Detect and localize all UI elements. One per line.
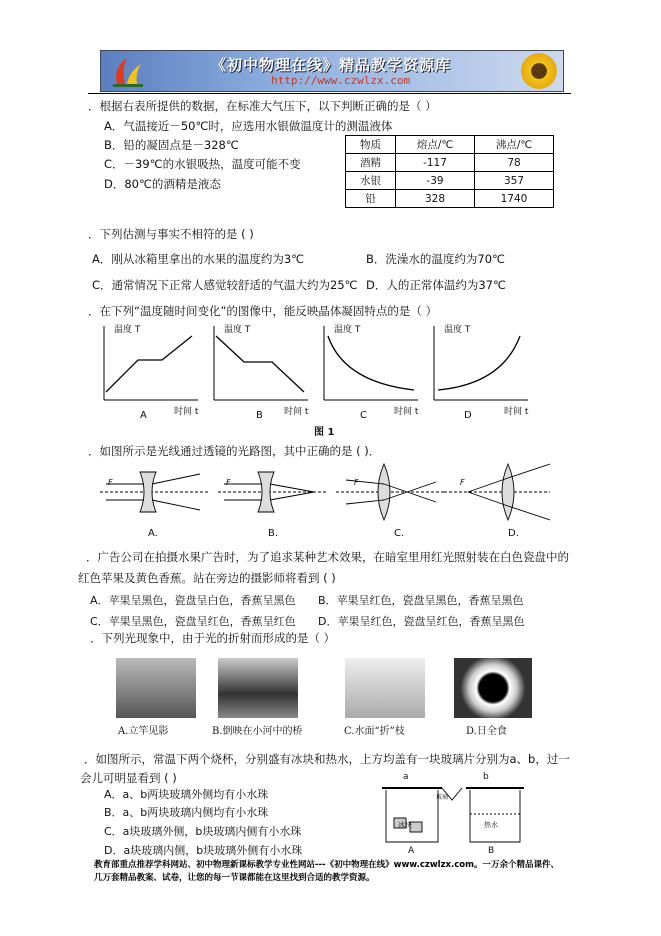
graph-b-xlabel: 时间 t: [284, 407, 309, 417]
q7-opt-b: B．a、b两块玻璃内侧均有小水珠: [104, 806, 269, 819]
q1-table: [345, 135, 554, 208]
lens-a-focus: F: [108, 478, 113, 487]
q3-figure-caption: 图 1: [314, 427, 335, 438]
table-cell: -39: [396, 172, 475, 190]
q5-opt-d: D．苹果呈红色，瓷盘呈红色，香蕉呈黑色: [318, 615, 525, 628]
lens-c: [336, 464, 446, 520]
q7-opt-a: A．a、b两块玻璃外侧均有小水珠: [104, 788, 269, 801]
graph-d: [434, 326, 528, 400]
graph-b-label: B: [256, 410, 263, 421]
q5-opt-b: B．苹果呈红色，瓷盘呈黑色，香蕉呈黑色: [318, 594, 524, 607]
q1-stem: ．根据右表所提供的数据，在标准大气压下，以下判断正确的是（ ）: [88, 99, 437, 113]
beaker-a-label: A: [408, 846, 415, 856]
graph-b-ylabel: 温度 T: [224, 325, 251, 335]
q2-opt-d: D．人的正常体温约为37℃: [366, 278, 506, 292]
glass-tag: 玻璃: [436, 794, 449, 801]
photo-a-caption: A.立竿见影: [118, 726, 169, 737]
q5-stem-2: 红色苹果及黄色香蕉。站在旁边的摄影师将看到 ( ): [78, 571, 336, 585]
q2-stem: ．下列估测与事实不相符的是 ( ): [88, 227, 254, 241]
lens-c-label: C.: [394, 528, 405, 539]
table-cell: 酒精: [346, 154, 396, 172]
table-row: [346, 172, 554, 190]
graph-a-ylabel: 温度 T: [114, 325, 141, 335]
q1-opt-a: A．气温接近－50℃时，应选用水银做温度计的测温液体: [104, 119, 393, 133]
footer-line-2: 几万套精品教案、试卷，让您的每一节课都能在这里找到合适的教学资源。: [94, 873, 375, 883]
graph-a-xlabel: 时间 t: [174, 407, 199, 417]
lens-c-focus: F: [354, 478, 359, 487]
photo-b-caption: B.倒映在小河中的桥: [212, 726, 303, 737]
table-cell: 铅: [346, 190, 396, 208]
table-cell: -117: [396, 154, 475, 172]
photo-d-caption: D.日全食: [466, 726, 507, 737]
beaker-b-label: B: [488, 846, 495, 856]
graph-b: [214, 326, 308, 400]
table-header: 物质: [346, 136, 396, 154]
q7-stem-1: ．如图所示，常温下两个烧杯，分别盛有冰块和热水，上方均盖有一块玻璃片分别为a、b，过一: [84, 752, 570, 766]
graph-d-xlabel: 时间 t: [504, 407, 529, 417]
glass-b-label: b: [483, 772, 489, 782]
footer-line-1: 教育部重点推荐学科网站、初中物理新课标教学专业性网站---《初中物理在线》www.czwlzx.com。一万余个精品课件、: [94, 860, 559, 870]
graph-a-label: A: [140, 410, 147, 421]
q2-opt-a: A．刚从冰箱里拿出的水果的温度约为3℃: [92, 252, 305, 266]
graph-a: [104, 326, 198, 400]
photo-branch: [345, 658, 425, 718]
q7-beakers: [380, 780, 530, 846]
sunflower-icon: [521, 53, 557, 89]
q5-opt-a: A．苹果呈黑色，瓷盘呈白色，香蕉呈黑色: [90, 594, 296, 607]
q1-opt-d: D．80℃的酒精是液态: [104, 177, 221, 191]
photo-c-caption: C.水面“折”枝: [344, 726, 405, 737]
graph-c-label: C: [360, 410, 367, 421]
lens-d: [444, 464, 550, 520]
photo-eclipse: [454, 658, 532, 718]
ice-label: 冰块: [398, 821, 412, 829]
q3-stem: ．在下列“温度随时间变化”的图像中，能反映晶体凝固特点的是（ ）: [88, 304, 438, 318]
table-cell: 78: [475, 154, 554, 172]
graph-c-ylabel: 温度 T: [334, 325, 361, 335]
q4-lens-diagrams: [100, 462, 550, 524]
q3-graphs: [98, 322, 538, 432]
table-header: 沸点/℃: [475, 136, 554, 154]
lens-b-focus: F: [226, 478, 231, 487]
logo-icon: [109, 54, 149, 88]
lens-d-focus: F: [460, 478, 465, 487]
lens-d-label: D.: [508, 528, 519, 539]
table-row: [346, 154, 554, 172]
table-header: 熔点/℃: [396, 136, 475, 154]
q6-stem: ．下列光现象中，由于光的折射而形成的是（ ）: [90, 631, 336, 645]
q7-stem-2: 会儿可明显看到 ( ): [80, 771, 177, 785]
lens-b: [218, 472, 328, 512]
q5-stem-1: ．广告公司在拍摄水果广告时，为了追求某种艺术效果，在暗室里用红光照射装在白色瓷盘中的: [86, 550, 569, 564]
q1-opt-c: C．－39℃的水银吸热，温度可能不变: [104, 157, 301, 171]
table-cell: 357: [475, 172, 554, 190]
table-row: [346, 136, 554, 154]
q7-opt-d: D．a块玻璃内侧，b块玻璃外侧有小水珠: [104, 844, 303, 857]
header-banner: [100, 50, 564, 92]
graph-d-label: D: [464, 410, 472, 421]
lens-a-label: A.: [148, 528, 158, 539]
q7-opt-c: C．a块玻璃外侧，b块玻璃内侧有小水珠: [104, 825, 302, 838]
photo-shadow: [116, 658, 196, 718]
lens-a: [100, 472, 210, 512]
header-rule: [88, 93, 571, 94]
table-cell: 水银: [346, 172, 396, 190]
banner-url: http://www.czwlzx.com: [271, 74, 411, 87]
table-row: [346, 190, 554, 208]
q4-stem: ．如图所示是光线通过透镜的光路图，其中正确的是 ( )．: [88, 444, 381, 458]
graph-c: [324, 326, 418, 400]
q2-opt-c: C．通常情况下正常人感觉较舒适的气温大约为25℃: [92, 278, 358, 292]
banner-title: 《初中物理在线》精品教学资源库: [211, 56, 452, 74]
q1-opt-b: B．铅的凝固点是－328℃: [104, 138, 239, 152]
hot-water-label: 热水: [484, 821, 498, 829]
graph-c-xlabel: 时间 t: [394, 407, 419, 417]
q5-opt-c: C．苹果呈黑色，瓷盘呈红色，香蕉呈红色: [90, 615, 296, 628]
table-cell: 328: [396, 190, 475, 208]
graph-d-ylabel: 温度 T: [444, 325, 471, 335]
photo-bridge: [218, 658, 298, 718]
table-cell: 1740: [475, 190, 554, 208]
q2-opt-b: B．洗澡水的温度约为70℃: [366, 252, 505, 266]
lens-b-label: B.: [268, 528, 279, 539]
glass-a-label: a: [403, 772, 409, 782]
